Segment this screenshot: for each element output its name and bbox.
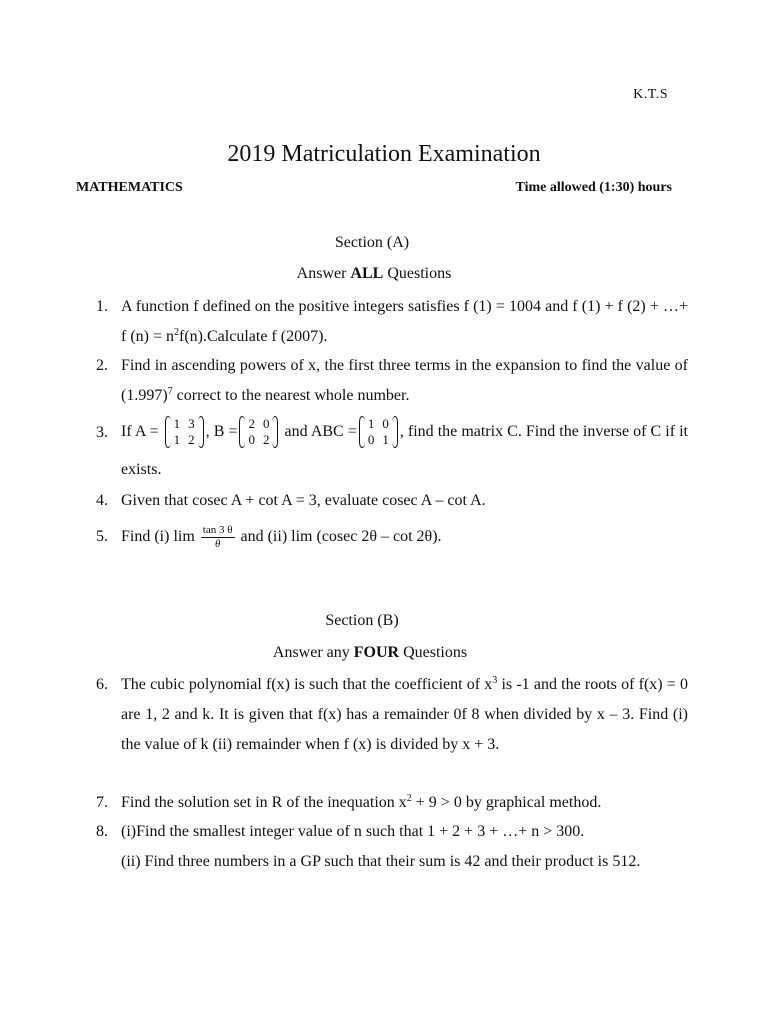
exponent: 7 [167,386,173,397]
subject-label: MATHEMATICS [76,180,183,195]
question-4 [96,486,688,516]
question-text: Find (i) lim [121,528,195,545]
header-initials: K.T.S [633,87,668,102]
question-number: 6. [96,676,108,693]
question-number: 2. [96,357,108,374]
matrix-b: 2 0 0 2 [239,416,278,448]
question-text: , find the matrix C. Find the inverse of C if it exists. [121,423,689,478]
question-part-i: (i)Find the smallest integer value of n such that 1 + 2 + 3 + …+ n > 300. [121,823,585,840]
question-number: 8. [96,823,108,840]
time-allowed: Time allowed (1:30) hours [515,180,672,195]
question-text: + 9 > 0 by graphical method. [411,794,602,811]
question-number: 7. [96,794,108,811]
question-number: 3. [96,424,108,441]
matrix-a: 1 3 1 2 [165,416,204,448]
question-8 [96,817,688,877]
question-part-ii: (ii) Find three numbers in a GP such that their sum is 42 and their product is 512. [121,853,641,870]
instruction-prefix: Answer any [272,644,350,661]
exponent: 3 [492,675,498,686]
fraction-numerator: tan 3 θ [202,523,233,536]
exam-title: 2019 Matriculation Examination [227,141,541,167]
instruction-suffix: Questions [403,644,468,661]
exponent: 2 [174,327,180,338]
question-text: and ABC = [284,423,357,440]
question-number: 4. [96,492,108,509]
question-2 [96,351,688,411]
question-7 [96,788,688,818]
question-text: correct to the nearest whole number. [172,387,410,404]
instruction-prefix: Answer [296,265,347,282]
question-text: and (ii) lim (cosec 2θ – cot 2θ). [240,528,442,545]
question-text: If A = [121,423,159,440]
question-text: is -1 and the roots of f(x) = 0 are 1, 2 and k. It is given that f(x) has a remainder 0f 8 when divided by x – 3. Find (i) the value of k (ii) remainder when f (x) is divided by x + 3. [121,676,689,753]
question-3 [96,413,688,489]
section-a-heading: Section (A) [334,234,410,251]
question-number: 5. [96,528,108,545]
fraction [201,524,235,551]
instruction-emphasis: ALL [350,265,384,282]
instruction-suffix: Questions [387,265,452,282]
question-text: , B = [205,423,238,440]
question-text: A function f defined on the positive integers satisfies f (1) = 1004 and f (1) + f (2) + …+ f (n) = n [121,298,688,345]
question-text: The cubic polynomial f(x) is such that the coefficient of x [121,676,493,693]
section-a-instruction [0,265,758,283]
question-5 [96,519,688,555]
exponent: 2 [406,793,412,804]
instruction-emphasis: FOUR [353,644,400,661]
question-text: Find in ascending powers of x, the first three terms in the expansion to find the value of (1.997) [121,357,688,404]
question-text: f(n).Calculate f (2007). [179,328,328,345]
fraction-denominator: θ [214,537,221,550]
question-6 [96,670,688,760]
section-b-instruction [0,644,754,662]
question-number: 1. [96,298,108,315]
question-1 [96,292,688,352]
question-text: Given that cosec A + cot A = 3, evaluate cosec A – cot A. [121,492,486,509]
question-text: Find the solution set in R of the inequation x [121,794,407,811]
section-b-heading: Section (B) [325,612,399,629]
matrix-abc: 1 0 0 1 [359,416,398,448]
